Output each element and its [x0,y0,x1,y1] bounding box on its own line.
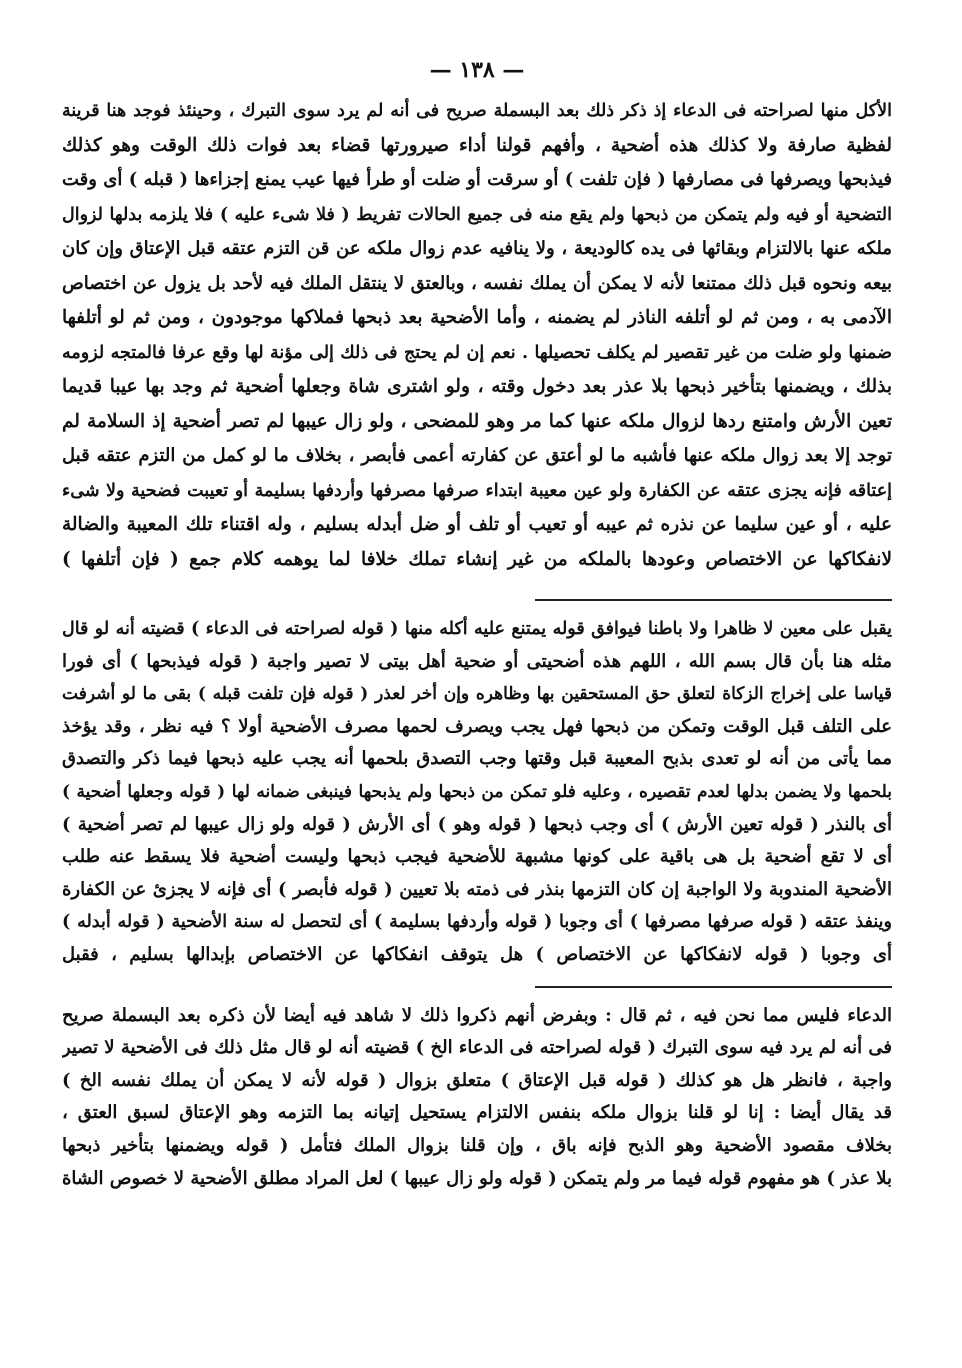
main-text-line: الأكل منها لصراحته فى الدعاء إذ ذكر ذلك بعد البسملة صريح فى أنه لم يرد سوى التبرك ، وحينئذ فوجد هنا قرينة [62,101,892,121]
main-text [62,94,892,577]
commentary-line: بخلاف مقصود الأضحية وهو الذبح فإنه باق ، وإن قلنا بزوال الملك فتأمل ( قوله ويضمنها بتأخير ذبحها [62,1134,892,1156]
section-divider [535,986,892,988]
commentary-line: قد يقال أيضا : إنا لو قلنا بزوال ملكه بنفس الالتزام يستحيل إتيانه بما التزمه وهو الإعتاق لسبق العتق ، [62,1102,892,1124]
main-text-line: لفظية صارفة ولا كذلك هذه أضحية ، وأفهم قولنا أداء صيرورتها قضاء بعد فوات ذلك الوقت وهو كذلك [62,134,892,156]
page-number: — ١٣٨ — [429,57,525,83]
commentary-line: وينفذ عتقه ( قوله صرفها مصرفها ) أى وجوبا ( قوله وأردفها بسليمة ) أى لتحصل له سنة الأضحية ( قوله أبدله ) [62,912,892,933]
main-text-line: توجد إلا بعد زوال ملكه عنها فأشبه ما لو أعتق عن كفارته أعمى فأبصر ، بخلاف ما لو كمل من التزم عتقه قبل [62,445,892,466]
commentary-line: واجبة ، فانظر هل هو كذلك ( قوله قبل الإعتاق ) متعلق بزوال ( قوله لأنه لا يمكن أن يملك نفسه الخ ) [62,1069,892,1091]
main-text-line: بذلك ، ويضمنها بتأخير ذبحها بلا عذر بعد دخول وقته ، ولو اشترى شاة وجعلها أضحية ثم وجد بها عيبا قديما [62,376,892,397]
commentary-line: أى لا تقع أضحية بل هى باقية على كونها مشبهة للأضحية فيجب ذبحها وليست أضحية فلا يسقط عنه طلب [62,846,892,868]
main-text-line: عليه ، أو عين سليما عن نذره ثم عيبه أو تعيب أو تلف أو ضل أبدله بسليم ، وله اقتناء تلك المعيبة والضالة [62,514,892,535]
main-text-line: لانفكاكها عن الاختصاص وعودها بالملكه من غير إنشاء تملك خلافا لما يوهمه كلام جمع ( فإن أتلفها ) [62,548,892,570]
commentary-first [62,613,892,972]
commentary-line: مثله هنا بأن قال بسم الله ، اللهم هذه أضحيتى أو ضحية أهل بيتى لا تصير واجبة ( قوله فيذبحها ) أى فورا [62,650,892,672]
commentary-second [62,1000,892,1196]
commentary-line: فى أنه لم يرد فيه سوى التبرك ( قوله لصراحته فى الدعاء الخ ) قضيته أنه لو قال مثل ذلك فى الأضحية لا تصير [62,1037,892,1059]
commentary-line: يقبل على معين لا ظاهرا ولا باطنا فيوافق قوله يمتنع عليه أكله منها ( قوله لصراحته فى الدعاء ) قضيته أنه لو قال [62,619,892,639]
section-divider [535,599,892,601]
commentary-line: على التلف قبل الوقت وتمكن من ذبحها فهل يجب ويصرف لحمها مصرف الأضحية أولا ؟ فيه نظر ، وقد يؤخذ [62,715,892,737]
main-text-line: التضحية أو فيه ولم يتمكن من ذبحها ولم يقع منه فى جميع الحالات تفريط ( فلا شىء عليه ) فلا يلزمه بدلها لزوال [62,204,892,225]
commentary-line: بلحمها ولا يضمن بدلها لعدم تقصيره ، وعليه فلو تمكن من ذبحها ولم يذبحها فينبغى ضمانه لها ( قوله وجعلها أضحية ) [62,781,892,802]
page [62,46,892,1328]
main-text-line: بيعه ونحوه قبل ذلك ممتنعا لأنه لا يمكن أن يملك نفسه ، وبالعتق لا ينتقل الملك فيه لأحد بل يزول عن اختصاص [62,272,892,294]
main-text-line: إعتاقه فإنه يجزى عتقه عن الكفارة ولو عين معيبة ابتداء صرفها مصرفها وأردفها بسليمة أو تعيبت فضحية ولا شىء [62,480,892,501]
commentary-line: أى وجوبا ( قوله لانفكاكها عن الاختصاص ) هل يتوقف انفكاكها عن الاختصاص بإبدالها بسليم ، فقبل [62,943,892,965]
commentary-line: الدعاء فليس مما نحن فيه ، ثم قال : وبفرض أنهم ذكروا ذلك لا شاهد فيه أيضا لأن ذكره بعد البسملة صريح [62,1004,892,1026]
main-text-line: ضمنها ولو ضلت من غير تقصير لم يكلف تحصيلها . نعم إن لم يحتج فى ذلك إلى مؤنة لها وقع عرفا فالمتجه لزومه [62,342,892,363]
main-text-line: فيذبحها ويصرفها فى مصارفها ( فإن تلفت ) أو سرقت أو ضلت أو طرأ فيها عيب يمنع إجزاءها ( قبله ) أى وقت [62,169,892,190]
main-text-line: ملكه عنها بالالتزام وبقائها فى يده كالوديعة ، ولا ينافيه عدم زوال ملكه عن قن التزم عتقه قبل الإعتاق وإن كان [62,238,892,259]
main-text-line: الآدمى به ، ومن ثم لو أتلفه الناذر لم يضمنه ، وأما الأضحية بعد ذبحها فملاكها موجودون ، ومن ثم لو أتلفها [62,307,892,328]
main-text-line: تعين الأرش وامتنع ردها لزوال ملكه عنها كما مر وهو للمضحى ، ولو زال عيبها لم تصر أضحية إذ السلامة لم [62,410,892,432]
commentary-line: بلا عذر ) هو مفهوم قوله فيما مر ولم يتمكن ( قوله ولو زال عيبها ) لعل المراد مطلق الأضحية لا خصوص الشاة [62,1167,892,1189]
commentary-line: أى بالنذر ( قوله تعين الأرش ) أى وجب ذبحها ( قوله وهو ) أى الأرش ( قوله ولو زال عيبها لم تصر أضحية ) [62,813,892,835]
commentary-line: الأضحية المندوبة ولا الواجبة إن كان التزمها بنذر فى ذمته بلا تعيين ( قوله فأبصر ) أى فإنه لا يجزئ عن الكفارة [62,878,892,900]
commentary-line: قياسا على إخراج الزكاة لتعلق حق المستحقين بها وظاهره وإن أخر لعذر ( قوله فإن تلفت قبله ) بقى ما لو أشرفت [62,684,892,705]
commentary-line: مما يأتى من أنه لو تعدى بذبح المعيبة قبل وقتها وجب التصدق بلحمها أنه يجب عليه ذبحها فيما ذكر والتصدق [62,748,892,770]
